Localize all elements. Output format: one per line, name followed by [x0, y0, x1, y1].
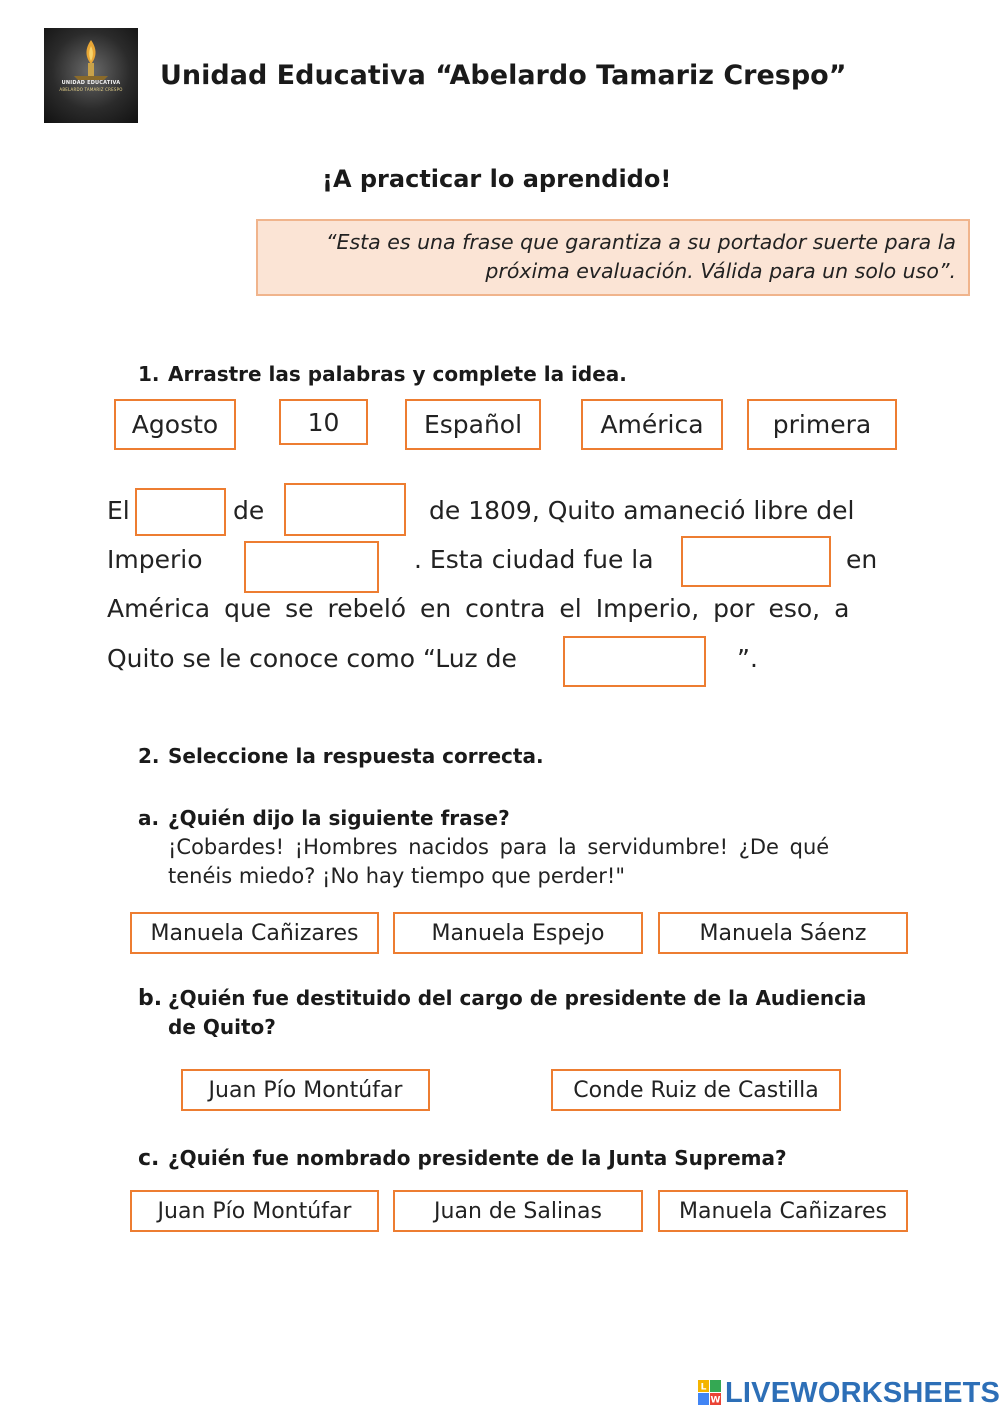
option-2a-manuela-saenz[interactable]: Manuela Sáenz: [658, 912, 908, 954]
option-2c-juan-de-salinas[interactable]: Juan de Salinas: [393, 1190, 643, 1232]
drop-slot-4[interactable]: [681, 536, 831, 587]
badge-letter-l: L: [700, 1382, 707, 1393]
question2a-text: ¿Quién dijo la siguiente frase?: [168, 806, 510, 830]
word-chip-primera[interactable]: primera: [747, 399, 897, 450]
word-chip-espanol[interactable]: Español: [405, 399, 541, 450]
option-2a-manuela-canizares[interactable]: Manuela Cañizares: [130, 912, 379, 954]
para-text-line4-start: Quito se le conoce como “Luz de: [107, 644, 517, 673]
para-text-en: en: [846, 545, 878, 574]
para-text-line2-mid: . Esta ciudad fue la: [414, 545, 654, 574]
drop-slot-3[interactable]: [244, 541, 379, 593]
liveworksheets-brand-text: LIVEWORKSHEETS: [725, 1376, 1000, 1409]
luck-quote-box: [256, 219, 970, 296]
logo-line1: UNIDAD EDUCATIVA: [61, 80, 121, 86]
practice-title: ¡A practicar lo aprendido!: [322, 165, 672, 193]
word-chip-agosto[interactable]: Agosto: [114, 399, 236, 450]
question2a-quote-line2: tenéis miedo? ¡No hay tiempo que perder!": [168, 864, 625, 888]
question1-number: 1.: [138, 362, 160, 386]
drop-slot-5[interactable]: [563, 636, 706, 687]
drop-slot-2[interactable]: [284, 483, 406, 536]
question2-number: 2.: [138, 744, 160, 768]
para-text-el: El: [107, 496, 130, 525]
question2c-text: ¿Quién fue nombrado presidente de la Junta Suprema?: [168, 1146, 787, 1170]
para-text-line4-end: ”.: [737, 644, 758, 673]
badge-letter-w: W: [710, 1395, 721, 1406]
question2-title: Seleccione la respuesta correcta.: [168, 744, 544, 768]
logo-line2: ABELARDO TAMARIZ CRESPO: [59, 87, 123, 92]
school-title: Unidad Educativa “Abelardo Tamariz Crespo”: [160, 60, 847, 91]
school-logo: [44, 28, 138, 123]
question2a-letter: a.: [138, 806, 160, 830]
option-2a-manuela-espejo[interactable]: Manuela Espejo: [393, 912, 643, 954]
question2b-line1: ¿Quién fue destituido del cargo de presidente de la Audiencia: [168, 986, 867, 1010]
question2b-line2: de Quito?: [168, 1015, 276, 1039]
para-text-imperio: Imperio: [107, 545, 203, 574]
option-2b-conde-ruiz-de-castilla[interactable]: Conde Ruiz de Castilla: [551, 1069, 841, 1111]
option-2b-juan-pio-montufar[interactable]: Juan Pío Montúfar: [181, 1069, 430, 1111]
quote-line-1: “Esta es una frase que garantiza a su portador suerte para la: [325, 230, 956, 254]
liveworksheets-logo[interactable]: [697, 1376, 1000, 1410]
word-chip-america[interactable]: América: [581, 399, 723, 450]
quote-line-2: próxima evaluación. Válida para un solo uso”.: [485, 259, 956, 283]
question2c-letter: c.: [138, 1146, 160, 1171]
option-2c-juan-pio-montufar[interactable]: Juan Pío Montúfar: [130, 1190, 379, 1232]
liveworksheets-badge-icon: [697, 1378, 723, 1408]
question1-title: Arrastre las palabras y complete la idea.: [168, 362, 627, 386]
question2b-letter: b.: [138, 986, 163, 1011]
drop-slot-1[interactable]: [135, 488, 226, 536]
question2a-quote-line1: ¡Cobardes! ¡Hombres nacidos para la servidumbre! ¿De qué: [168, 835, 830, 859]
word-chip-10[interactable]: 10: [279, 399, 368, 445]
option-2c-manuela-canizares[interactable]: Manuela Cañizares: [658, 1190, 908, 1232]
para-text-de: de: [233, 496, 265, 525]
para-text-line3: América que se rebeló en contra el Imperio, por eso, a: [107, 594, 850, 623]
torch-icon: [44, 28, 138, 123]
para-text-line1-rest: de 1809, Quito amaneció libre del: [429, 496, 855, 525]
